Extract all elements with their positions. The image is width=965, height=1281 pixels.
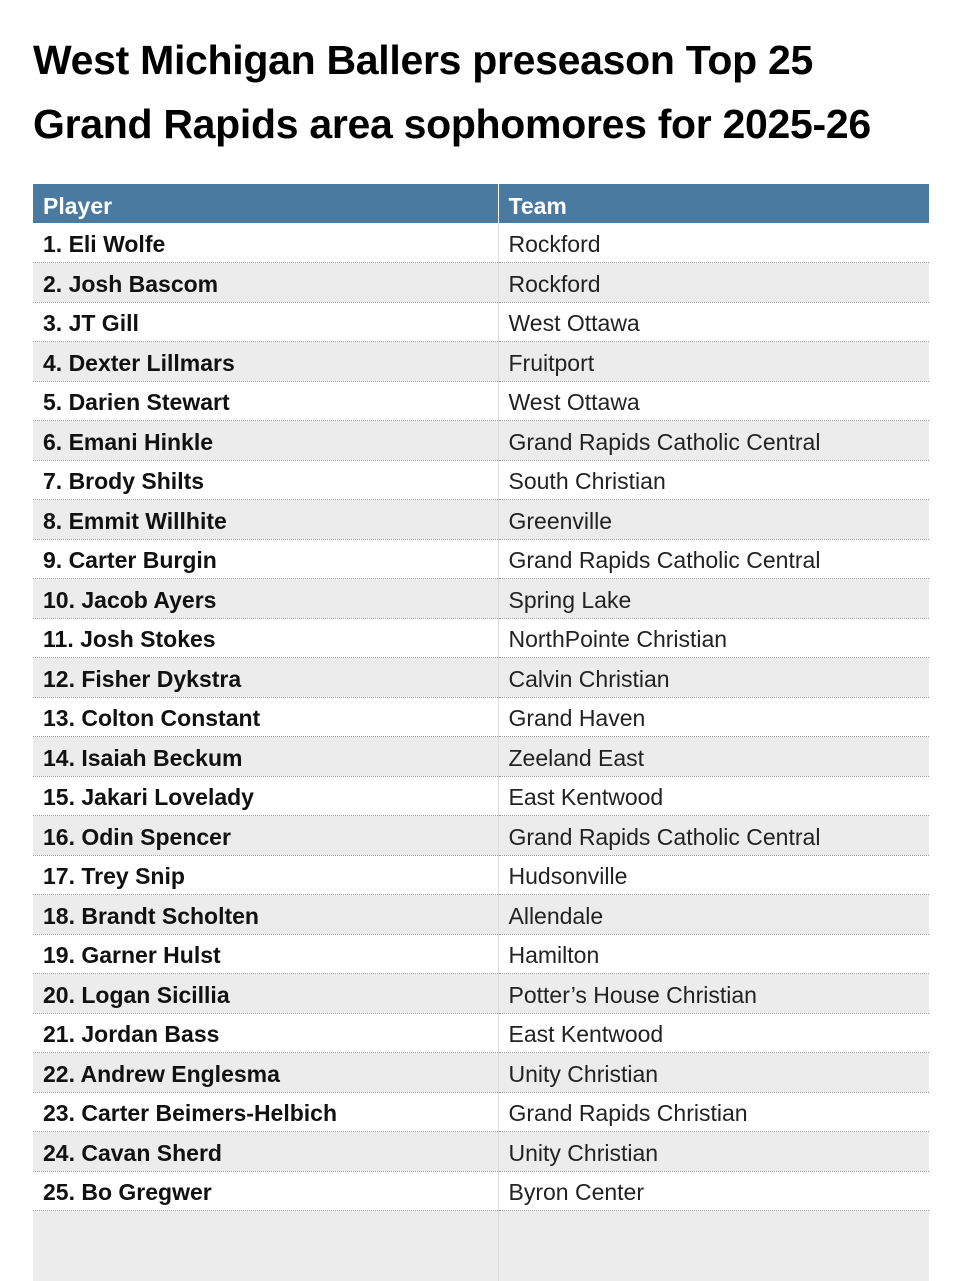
table-row xyxy=(33,697,929,737)
team-cell: Allendale xyxy=(498,895,929,935)
table-row xyxy=(33,737,929,777)
team-cell: NorthPointe Christian xyxy=(498,618,929,658)
title-line-1: West Michigan Ballers preseason Top 25 xyxy=(33,37,813,83)
team-cell: Rockford xyxy=(498,263,929,303)
team-cell: Zeeland East xyxy=(498,737,929,777)
table-row xyxy=(33,579,929,619)
player-cell: 7. Brody Shilts xyxy=(33,460,498,500)
team-cell: South Christian xyxy=(498,460,929,500)
team-cell: Fruitport xyxy=(498,342,929,382)
table-row xyxy=(33,1013,929,1053)
team-cell: Byron Center xyxy=(498,1171,929,1211)
table-row xyxy=(33,658,929,698)
rankings-table xyxy=(33,184,929,1281)
player-cell: 6. Emani Hinkle xyxy=(33,421,498,461)
player-cell: 16. Odin Spencer xyxy=(33,816,498,856)
team-cell: Grand Rapids Christian xyxy=(498,1092,929,1132)
team-cell: Hudsonville xyxy=(498,855,929,895)
table-row xyxy=(33,223,929,263)
empty-team-cell xyxy=(498,1211,929,1281)
title-line-2: Grand Rapids area sophomores for 2025-26 xyxy=(33,101,871,147)
page-title xyxy=(33,28,943,156)
table-row xyxy=(33,381,929,421)
team-cell: East Kentwood xyxy=(498,776,929,816)
player-cell: 5. Darien Stewart xyxy=(33,381,498,421)
table-row xyxy=(33,1132,929,1172)
team-cell: Greenville xyxy=(498,500,929,540)
table-row xyxy=(33,895,929,935)
empty-table-row xyxy=(33,1211,929,1281)
table-row xyxy=(33,500,929,540)
player-cell: 15. Jakari Lovelady xyxy=(33,776,498,816)
table-body xyxy=(33,223,929,1281)
player-cell: 24. Cavan Sherd xyxy=(33,1132,498,1172)
player-cell: 8. Emmit Willhite xyxy=(33,500,498,540)
player-cell: 21. Jordan Bass xyxy=(33,1013,498,1053)
table-row xyxy=(33,460,929,500)
table-row xyxy=(33,342,929,382)
table-row xyxy=(33,855,929,895)
team-cell: West Ottawa xyxy=(498,381,929,421)
player-cell: 9. Carter Burgin xyxy=(33,539,498,579)
table-row xyxy=(33,1092,929,1132)
player-cell: 1. Eli Wolfe xyxy=(33,223,498,263)
team-cell: Grand Haven xyxy=(498,697,929,737)
team-cell: Rockford xyxy=(498,223,929,263)
table-row xyxy=(33,776,929,816)
table-row xyxy=(33,816,929,856)
table-row xyxy=(33,421,929,461)
team-cell: Spring Lake xyxy=(498,579,929,619)
team-cell: Unity Christian xyxy=(498,1053,929,1093)
player-column-header: Player xyxy=(33,184,498,223)
table-row xyxy=(33,934,929,974)
table-row xyxy=(33,539,929,579)
player-cell: 4. Dexter Lillmars xyxy=(33,342,498,382)
table-row xyxy=(33,302,929,342)
player-cell: 12. Fisher Dykstra xyxy=(33,658,498,698)
player-cell: 17. Trey Snip xyxy=(33,855,498,895)
empty-player-cell xyxy=(33,1211,498,1281)
player-cell: 13. Colton Constant xyxy=(33,697,498,737)
table-row xyxy=(33,618,929,658)
team-cell: Potter’s House Christian xyxy=(498,974,929,1014)
player-cell: 2. Josh Bascom xyxy=(33,263,498,303)
team-cell: East Kentwood xyxy=(498,1013,929,1053)
player-cell: 18. Brandt Scholten xyxy=(33,895,498,935)
team-cell: Unity Christian xyxy=(498,1132,929,1172)
player-cell: 19. Garner Hulst xyxy=(33,934,498,974)
header-row xyxy=(33,184,929,223)
player-cell: 11. Josh Stokes xyxy=(33,618,498,658)
player-cell: 20. Logan Sicillia xyxy=(33,974,498,1014)
table-row xyxy=(33,1053,929,1093)
player-cell: 23. Carter Beimers-Helbich xyxy=(33,1092,498,1132)
team-column-header: Team xyxy=(498,184,929,223)
player-cell: 14. Isaiah Beckum xyxy=(33,737,498,777)
team-cell: Calvin Christian xyxy=(498,658,929,698)
player-cell: 25. Bo Gregwer xyxy=(33,1171,498,1211)
table-header xyxy=(33,184,929,223)
player-cell: 22. Andrew Englesma xyxy=(33,1053,498,1093)
team-cell: Hamilton xyxy=(498,934,929,974)
table-row xyxy=(33,974,929,1014)
team-cell: Grand Rapids Catholic Central xyxy=(498,539,929,579)
table-row xyxy=(33,263,929,303)
player-cell: 3. JT Gill xyxy=(33,302,498,342)
table-row xyxy=(33,1171,929,1211)
team-cell: West Ottawa xyxy=(498,302,929,342)
team-cell: Grand Rapids Catholic Central xyxy=(498,816,929,856)
team-cell: Grand Rapids Catholic Central xyxy=(498,421,929,461)
player-cell: 10. Jacob Ayers xyxy=(33,579,498,619)
